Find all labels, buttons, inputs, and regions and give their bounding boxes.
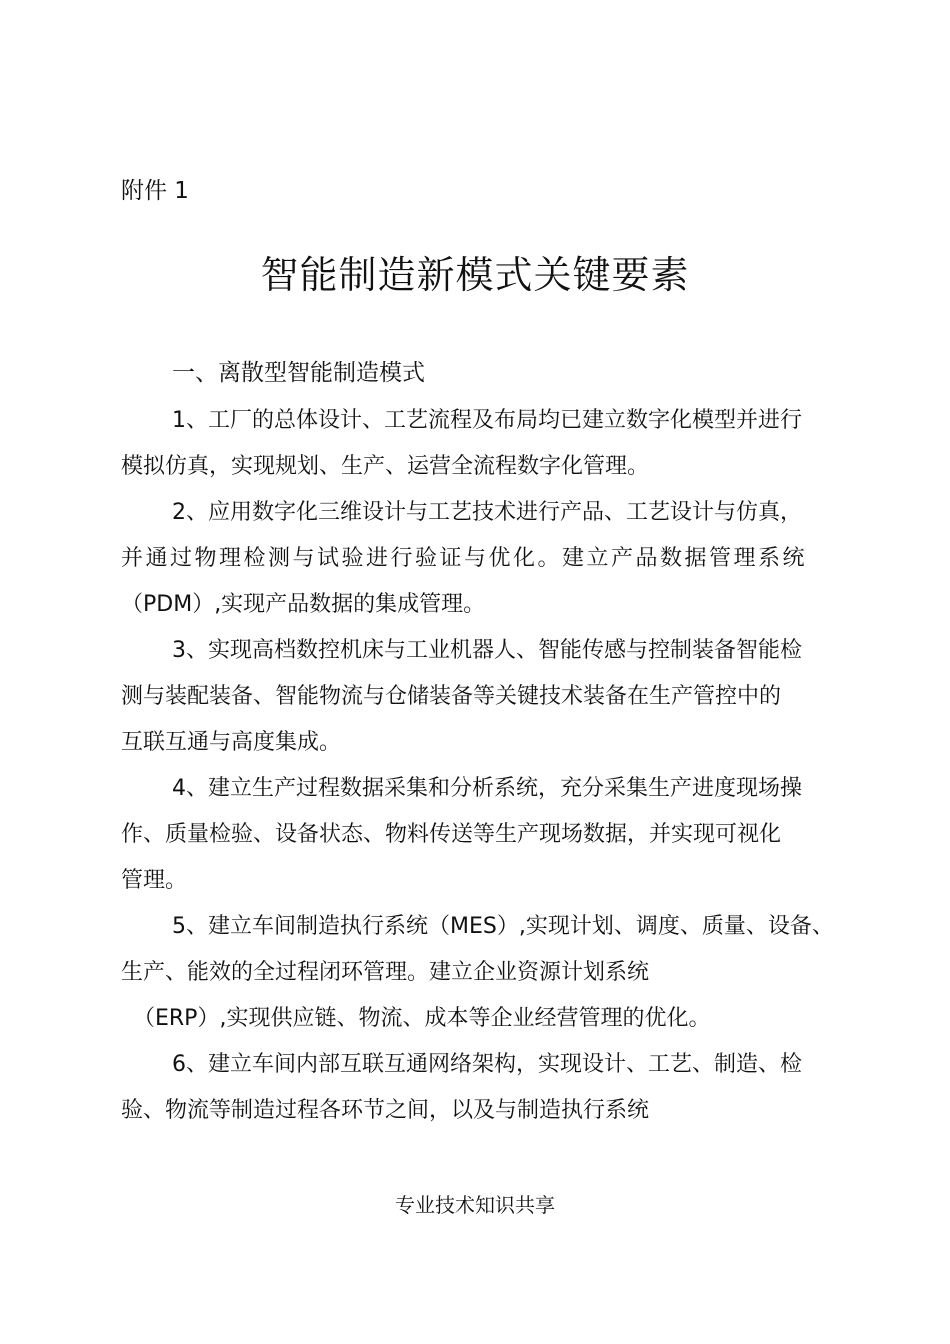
paragraph-5 [121,904,861,1042]
attachment-label: 附件 1 [121,178,189,204]
section-heading: 一、离散型智能制造模式 [172,360,425,386]
paragraph-3 [121,628,861,766]
paragraph-1 [121,398,861,490]
paragraph-line: 生产、能效的全过程闭环管理。建立企业资源计划系统 [121,960,650,985]
paragraph-line: 3、实现高档数控机床与工业机器人、智能传感与控制装备智能检 [172,638,802,663]
document-title: 智能制造新模式关键要素 [260,253,690,297]
paragraph-line: 1、工厂的总体设计、工艺流程及布局均已建立数字化模型并进行 [172,408,802,433]
paragraph-2 [121,490,861,628]
paragraph-line: 6、建立车间内部互联互通网络架构，实现设计、工艺、制造、检 [172,1052,802,1077]
paragraph-line: 4、建立生产过程数据采集和分析系统，充分采集生产进度现场操 [172,776,802,801]
paragraph-line: 互联互通与高度集成。 [121,730,342,755]
paragraph-line: 并通过物理检测与试验进行验证与优化。建立产品数据管理系统 [121,546,808,571]
paragraph-line: 管理。 [121,868,188,893]
paragraph-line: 作、质量检验、设备状态、物料传送等生产现场数据，并实现可视化 [121,822,782,847]
paragraph-4 [121,766,861,904]
paragraph-line: 5、建立车间制造执行系统（MES）,实现计划、调度、质量、设备、 [172,914,834,939]
paragraph-line: （ERP）,实现供应链、物流、成本等企业经营管理的优化。 [133,1006,711,1031]
paragraph-line: 测与装配装备、智能物流与仓储装备等关键技术装备在生产管控中的 [121,684,782,709]
paragraph-line: （PDM）,实现产品数据的集成管理。 [121,592,486,617]
page-footer: 专业技术知识共享 [395,1193,555,1217]
paragraph-line: 2、应用数字化三维设计与工艺技术进行产品、工艺设计与仿真， [172,500,802,525]
paragraph-line: 验、物流等制造过程各环节之间，以及与制造执行系统 [121,1098,650,1123]
paragraph-line: 模拟仿真，实现规划、生产、运营全流程数字化管理。 [121,454,650,479]
paragraph-6 [121,1042,861,1134]
